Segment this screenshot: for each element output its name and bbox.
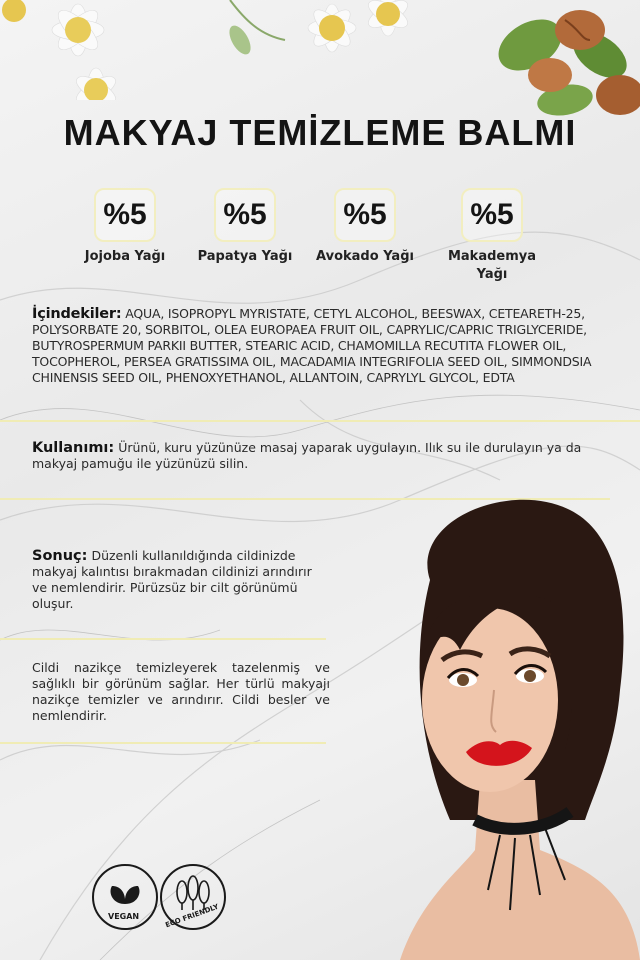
- eco-friendly-label: ECO FRIENDLY: [164, 902, 220, 930]
- stat-value: %5: [470, 198, 514, 231]
- daisy-1: [52, 4, 104, 56]
- daisy-3: [308, 4, 356, 52]
- stat-avokado: [305, 188, 425, 266]
- eco-friendly-badge: [160, 864, 226, 930]
- stat-label: Papatya Yağı: [197, 249, 293, 264]
- result-section: [32, 548, 322, 612]
- description-text: Cildi nazikçe temizleyerek tazelenmiş ve sağlıklı bir görünüm sağlar. Her türlü makyajı nazikçe temizler ve arındırır. Cildi besler ve nemlendirir.: [32, 660, 330, 723]
- usage-heading: Kullanımı:: [32, 440, 115, 456]
- usage-section: [32, 440, 602, 472]
- stat-makademya: [432, 188, 552, 284]
- stat-jojoba: [65, 188, 185, 266]
- chamomile-flowers-image: [0, 0, 460, 100]
- page-title: MAKYAJ TEMİZLEME BALMI: [63, 112, 577, 153]
- divider: [0, 420, 640, 422]
- model-portrait-image: [370, 490, 640, 960]
- result-text: Düzenli kullanıldığında cildinizde makyaj kalıntısı bırakmadan cildinizi arındırır ve nemlendirir. Pürüzsüz bir cilt görünümü oluşur.: [32, 548, 312, 611]
- result-heading: Sonuç:: [32, 548, 88, 564]
- ingredients-section: [32, 306, 612, 386]
- divider: [0, 638, 326, 640]
- daisy-2: [72, 68, 119, 100]
- daisy-5: [2, 0, 26, 22]
- stat-value: %5: [103, 198, 147, 231]
- vegan-badge: [92, 864, 158, 930]
- ingredients-text: AQUA, ISOPROPYL MYRISTATE, CETYL ALCOHOL, BEESWAX, CETEARETH-25, POLYSORBATE 20, SORBITOL, OLEA EUROPAEA FRUIT OIL, CAPRYLIC/CAPRIC TRIGLYCERIDE, BUTYROSPERMUM PARKII BUTTER, STEARIC ACID, CHAMOMILLA RECUTITA FLOWER OIL, TOCOPHEROL, PERSEA GRATISSIMA OIL, MACADAMIA INTEGRIFOLIA SEED OIL, SIMMONDSIA CHINENSIS SEED OIL, PHENOXYETHANOL, ALLANTOIN, CAPRYLYL GLYCOL, EDTA: [32, 306, 592, 385]
- stat-value: %5: [343, 198, 387, 231]
- stat-label: Jojoba Yağı: [84, 249, 166, 264]
- usage-text: Ürünü, kuru yüzünüze masaj yaparak uygulayın. Ilık su ile durulayın ya da makyaj pamuğu ile yüzünüzü silin.: [32, 440, 582, 471]
- stat-label: Makademya Yağı: [447, 249, 537, 282]
- stat-label: Avokado Yağı: [316, 249, 414, 264]
- beans-leaves-image: [470, 0, 640, 130]
- stat-value: %5: [223, 198, 267, 231]
- divider: [0, 742, 326, 744]
- ingredients-heading: İçindekiler:: [32, 306, 122, 322]
- stat-papatya: [185, 188, 305, 266]
- vegan-label: VEGAN: [108, 912, 140, 921]
- daisy-4: [364, 0, 411, 36]
